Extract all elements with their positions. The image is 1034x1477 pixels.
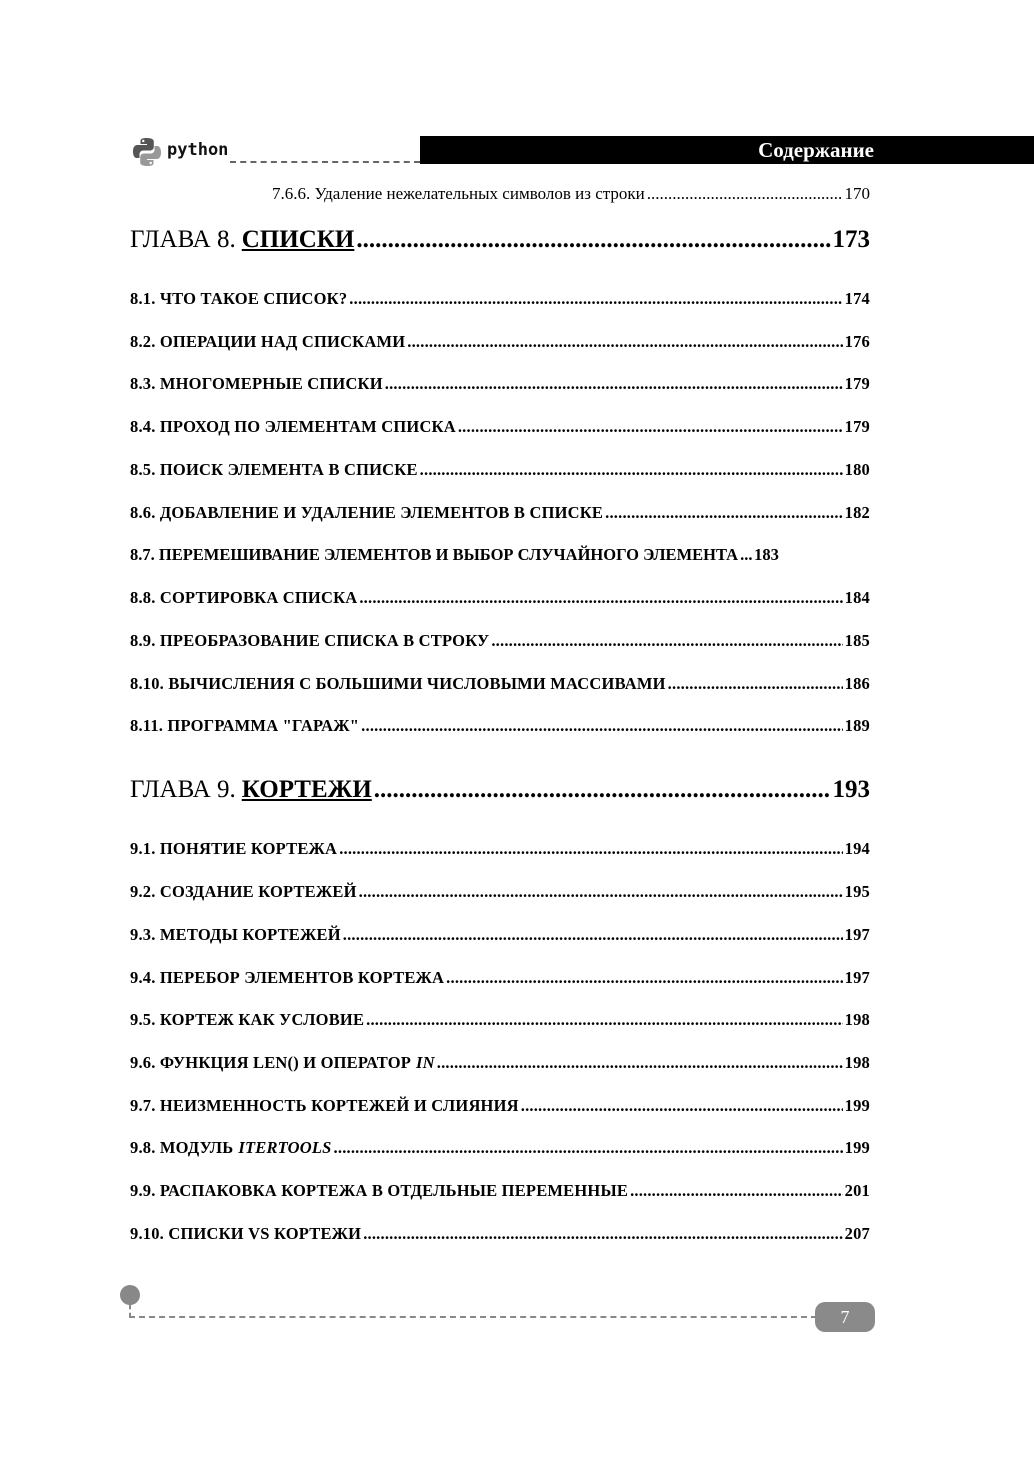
toc-section-8-10[interactable] xyxy=(130,674,870,694)
toc-leader xyxy=(385,374,843,394)
toc-section-9-6[interactable] xyxy=(130,1053,870,1073)
section-page: 198 xyxy=(844,1053,870,1072)
toc-section-9-9[interactable] xyxy=(130,1181,870,1201)
chapter-title: СПИСКИ xyxy=(241,226,355,253)
chapter-title: КОРТЕЖИ xyxy=(241,776,372,803)
section-page: 197 xyxy=(844,925,870,944)
section-label: 8.4. ПРОХОД ПО ЭЛЕМЕНТАМ СПИСКА xyxy=(130,417,456,436)
toc-section-8-6[interactable] xyxy=(130,503,870,523)
toc-leader xyxy=(521,1096,843,1116)
section-label: 9.1. ПОНЯТИЕ КОРТЕЖА xyxy=(130,839,338,858)
section-label: 9.2. СОЗДАНИЕ КОРТЕЖЕЙ xyxy=(130,882,357,901)
toc-section-8-5[interactable] xyxy=(130,460,870,480)
toc-section-8-8[interactable] xyxy=(130,588,870,608)
section-page: 201 xyxy=(844,1181,870,1200)
toc-leader xyxy=(359,882,843,902)
toc-leader xyxy=(339,839,842,859)
section-label: 8.8. СОРТИРОВКА СПИСКА xyxy=(130,588,358,607)
section-page: 179 xyxy=(844,417,870,436)
toc-leader xyxy=(349,289,842,309)
section-label: 9.5. КОРТЕЖ КАК УСЛОВИЕ xyxy=(130,1010,365,1029)
toc-leader xyxy=(361,716,842,736)
toc-leader xyxy=(630,1181,843,1201)
section-label: 9.10. СПИСКИ VS КОРТЕЖИ xyxy=(130,1224,362,1243)
section-label: 8.1. ЧТО ТАКОЕ СПИСОК? xyxy=(130,289,348,308)
section-label: 8.10. ВЫЧИСЛЕНИЯ С БОЛЬШИМИ ЧИСЛОВЫМИ МАССИВАМИ xyxy=(130,674,666,693)
header-divider xyxy=(230,161,420,163)
header-bar xyxy=(420,136,1034,164)
section-page: 197 xyxy=(844,968,870,987)
section-page: 182 xyxy=(844,503,870,522)
toc-page-number: 170 xyxy=(844,184,870,203)
toc-section-9-2[interactable] xyxy=(130,882,870,902)
python-logo-icon xyxy=(132,137,162,167)
toc-leader xyxy=(647,184,843,204)
toc-chapter-8[interactable] xyxy=(130,226,870,254)
toc-leader xyxy=(437,1053,843,1073)
header-brand: python xyxy=(167,140,229,160)
section-label: 8.11. ПРОГРАММА "ГАРАЖ" xyxy=(130,716,360,735)
section-label: 8.9. ПРЕОБРАЗОВАНИЕ СПИСКА В СТРОКУ xyxy=(130,631,490,650)
section-page: 176 xyxy=(844,332,870,351)
section-label: 9.6. ФУНКЦИЯ LEN() И ОПЕРАТОР xyxy=(130,1053,412,1072)
toc-entry-prev[interactable] xyxy=(272,184,870,204)
toc-leader xyxy=(407,332,842,352)
section-label-italic: IN xyxy=(416,1053,435,1072)
footer-dot xyxy=(120,1285,140,1305)
toc-leader xyxy=(363,1224,842,1244)
section-label: 9.8. МОДУЛЬ xyxy=(130,1138,234,1157)
toc-section-8-3[interactable] xyxy=(130,374,870,394)
section-page: 185 xyxy=(844,631,870,650)
section-page: 199 xyxy=(844,1096,870,1115)
toc-leader xyxy=(334,1138,843,1158)
section-page: 183 xyxy=(754,545,779,564)
toc-section-8-4[interactable] xyxy=(130,417,870,437)
section-label: 9.4. ПЕРЕБОР ЭЛЕМЕНТОВ КОРТЕЖА xyxy=(130,968,445,987)
section-page: 186 xyxy=(844,674,870,693)
toc-leader xyxy=(446,968,842,988)
toc-section-9-10[interactable] xyxy=(130,1224,870,1244)
section-label: 9.3. МЕТОДЫ КОРТЕЖЕЙ xyxy=(130,925,341,944)
toc-leader xyxy=(491,631,842,651)
toc-section-8-9[interactable] xyxy=(130,631,870,651)
section-page: 184 xyxy=(844,588,870,607)
section-page: 174 xyxy=(844,289,870,308)
toc-leader xyxy=(356,226,830,254)
toc-section-9-8[interactable] xyxy=(130,1138,870,1158)
chapter-page: 173 xyxy=(832,226,870,253)
toc-entry-label: 7.6.6. Удаление нежелательных символов из строки xyxy=(272,184,645,203)
toc-chapter-9[interactable] xyxy=(130,776,870,804)
toc-leader xyxy=(740,545,752,565)
section-label: 8.7. ПЕРЕМЕШИВАНИЕ ЭЛЕМЕНТОВ И ВЫБОР СЛУЧАЙНОГО ЭЛЕМЕНТА xyxy=(130,545,739,564)
toc-section-9-4[interactable] xyxy=(130,968,870,988)
toc-section-8-2[interactable] xyxy=(130,332,870,352)
toc-leader xyxy=(343,925,843,945)
toc-section-8-11[interactable] xyxy=(130,716,870,736)
section-label: 9.9. РАСПАКОВКА КОРТЕЖА В ОТДЕЛЬНЫЕ ПЕРЕМЕННЫЕ xyxy=(130,1181,629,1200)
section-label: 8.6. ДОБАВЛЕНИЕ И УДАЛЕНИЕ ЭЛЕМЕНТОВ В СПИСКЕ xyxy=(130,503,604,522)
chapter-label: ГЛАВА 8. xyxy=(130,226,236,253)
toc-leader xyxy=(605,503,843,523)
toc-section-9-3[interactable] xyxy=(130,925,870,945)
section-page: 198 xyxy=(844,1010,870,1029)
chapter-page: 193 xyxy=(832,776,870,803)
page-number-badge: 7 xyxy=(815,1302,875,1332)
toc-leader xyxy=(366,1010,842,1030)
toc-leader xyxy=(359,588,842,608)
section-label: 8.5. ПОИСК ЭЛЕМЕНТА В СПИСКЕ xyxy=(130,460,418,479)
toc-leader xyxy=(668,674,843,694)
toc-section-9-7[interactable] xyxy=(130,1096,870,1116)
section-page: 199 xyxy=(844,1138,870,1157)
section-page: 195 xyxy=(844,882,870,901)
chapter-label: ГЛАВА 9. xyxy=(130,776,236,803)
toc-leader xyxy=(374,776,831,804)
toc-leader xyxy=(420,460,843,480)
section-page: 194 xyxy=(844,839,870,858)
header-title: Содержание xyxy=(758,138,874,162)
section-label: 8.3. МНОГОМЕРНЫЕ СПИСКИ xyxy=(130,374,383,393)
section-label: 9.7. НЕИЗМЕННОСТЬ КОРТЕЖЕЙ И СЛИЯНИЯ xyxy=(130,1096,519,1115)
toc-section-8-7[interactable] xyxy=(130,545,870,565)
section-label-italic: ITERTOOLS xyxy=(238,1138,332,1157)
toc-section-8-1[interactable] xyxy=(130,289,870,309)
section-page: 189 xyxy=(844,716,870,735)
toc-section-9-5[interactable] xyxy=(130,1010,870,1030)
section-page: 180 xyxy=(844,460,870,479)
section-page: 179 xyxy=(844,374,870,393)
footer-divider xyxy=(129,1316,817,1318)
section-label: 8.2. ОПЕРАЦИИ НАД СПИСКАМИ xyxy=(130,332,406,351)
toc-section-9-1[interactable] xyxy=(130,839,870,859)
section-page: 207 xyxy=(844,1224,870,1243)
toc-leader xyxy=(458,417,843,437)
